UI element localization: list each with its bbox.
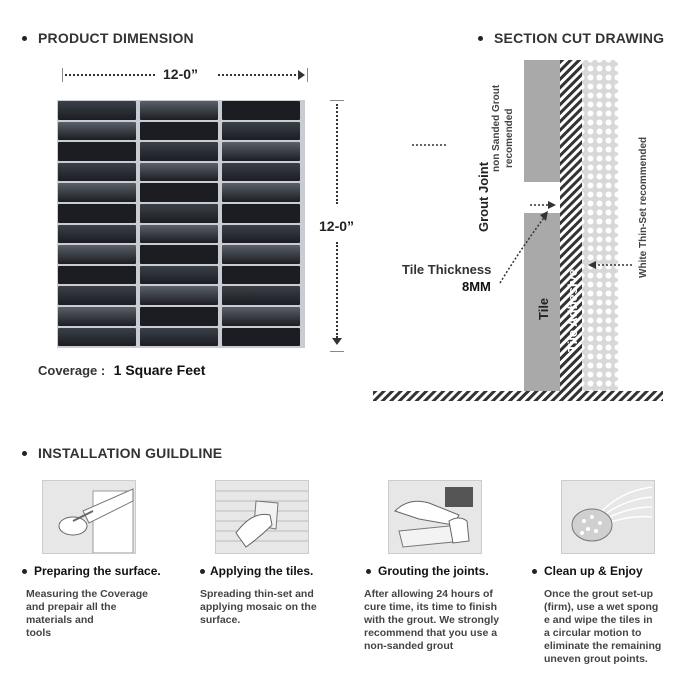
step-line: tools	[26, 627, 52, 639]
grout-joint-label: Grout Joint	[476, 161, 491, 232]
upper-tile	[524, 60, 560, 182]
spreading-thinset-icon	[215, 480, 309, 554]
bullet	[200, 569, 205, 574]
mosaic-tile	[222, 225, 300, 244]
step-2	[196, 564, 366, 627]
mosaic-tile-sheet	[57, 100, 305, 348]
mosaic-tile	[140, 183, 218, 202]
mosaic-tile	[222, 266, 300, 285]
mosaic-tile	[140, 286, 218, 305]
mosaic-tile	[58, 225, 136, 244]
step-title: Preparing the surface.	[34, 564, 161, 578]
step-line: Measuring the Coverage	[26, 588, 148, 600]
mosaic-tile	[140, 307, 218, 326]
mosaic-tile	[58, 328, 136, 347]
coverage	[38, 362, 205, 380]
mosaic-tile	[140, 328, 218, 347]
mosaic-tile	[222, 163, 300, 182]
step-line: recommend that you use a	[364, 627, 498, 639]
tile-label: Tile	[536, 297, 551, 320]
step-line: surface.	[200, 614, 241, 626]
coverage-label: Coverage :	[38, 363, 106, 378]
step-line: with the grout. We strongly	[364, 614, 500, 626]
floor	[373, 391, 663, 401]
step-line: a circular motion to	[544, 627, 642, 639]
section-cut-svg	[370, 55, 670, 405]
mosaic-tile	[58, 183, 136, 202]
adhesive-label: Tile Adhesive	[565, 268, 580, 352]
cleaning-icon	[561, 480, 655, 554]
mosaic-tile	[222, 101, 300, 120]
step-title: Applying the tiles.	[210, 564, 314, 578]
coverage-value: 1 Square Feet	[113, 362, 206, 378]
thinset-note: White Thin-Set recommended	[638, 136, 649, 278]
section-cut-heading: SECTION CUT DRAWING	[494, 30, 665, 46]
step-title: Grouting the joints.	[378, 564, 489, 578]
step-line: eliminate the remaining	[544, 640, 662, 652]
step-line: applying mosaic on the	[200, 601, 317, 613]
mosaic-tile	[58, 163, 136, 182]
grouting-icon	[388, 480, 482, 554]
step-line: Spreading thin-set and	[200, 588, 314, 600]
tile-thickness-label: Tile Thickness	[402, 262, 492, 277]
measuring-surface-icon	[42, 480, 136, 554]
step-1	[22, 564, 192, 640]
width-label: 12-0”	[163, 66, 199, 82]
installation-heading: INSTALLATION GUILDLINE	[38, 445, 223, 461]
mosaic-tile	[140, 163, 218, 182]
mosaic-tile	[58, 204, 136, 223]
mosaic-tile	[58, 307, 136, 326]
mosaic-tile	[140, 204, 218, 223]
mosaic-tile	[222, 307, 300, 326]
product-dimension-heading: PRODUCT DIMENSION	[38, 30, 194, 46]
step-line: uneven grout points.	[544, 653, 648, 665]
mosaic-tile	[58, 266, 136, 285]
mosaic-tile	[222, 183, 300, 202]
grout-note-line1: non Sanded Grout	[491, 84, 502, 172]
bullet	[532, 569, 537, 574]
bullet	[22, 569, 27, 574]
bullet	[22, 36, 27, 41]
mosaic-tile	[222, 142, 300, 161]
step-3	[360, 564, 535, 653]
step-line: materials and	[26, 614, 94, 626]
bullet	[22, 451, 27, 456]
mosaic-tile	[222, 245, 300, 264]
step-line: Once the grout set-up	[544, 588, 654, 600]
step-line: e and wipe the tiles in	[544, 614, 653, 626]
mosaic-tile	[222, 122, 300, 141]
mosaic-tile	[222, 286, 300, 305]
mosaic-tile	[140, 266, 218, 285]
mosaic-tile	[222, 204, 300, 223]
step-line: After allowing 24 hours of	[364, 588, 493, 600]
mosaic-tile	[58, 142, 136, 161]
step-line: (firm), use a wet spong	[544, 601, 659, 613]
step-line: non-sanded grout	[364, 640, 454, 652]
bullet	[366, 569, 371, 574]
mosaic-tile	[58, 286, 136, 305]
step-line: cure time, its time to finish	[364, 601, 498, 613]
section-cut-diagram	[370, 55, 670, 405]
mosaic-tile	[140, 101, 218, 120]
step-title: Clean up & Enjoy	[544, 564, 643, 578]
bullet	[478, 36, 483, 41]
mosaic-tile	[140, 142, 218, 161]
tile-thickness-value: 8MM	[462, 279, 491, 294]
grout-note-line2: recomended	[504, 108, 515, 168]
mosaic-tile	[58, 122, 136, 141]
mosaic-tile	[140, 245, 218, 264]
mosaic-tile	[140, 225, 218, 244]
mosaic-tile	[58, 101, 136, 120]
height-label: 12-0”	[319, 218, 355, 234]
mosaic-tile	[222, 328, 300, 347]
mosaic-tile	[140, 122, 218, 141]
mosaic-tile	[58, 245, 136, 264]
step-line: and prepair all the	[26, 601, 117, 613]
wall-layer	[582, 60, 618, 391]
step-4	[528, 564, 696, 666]
